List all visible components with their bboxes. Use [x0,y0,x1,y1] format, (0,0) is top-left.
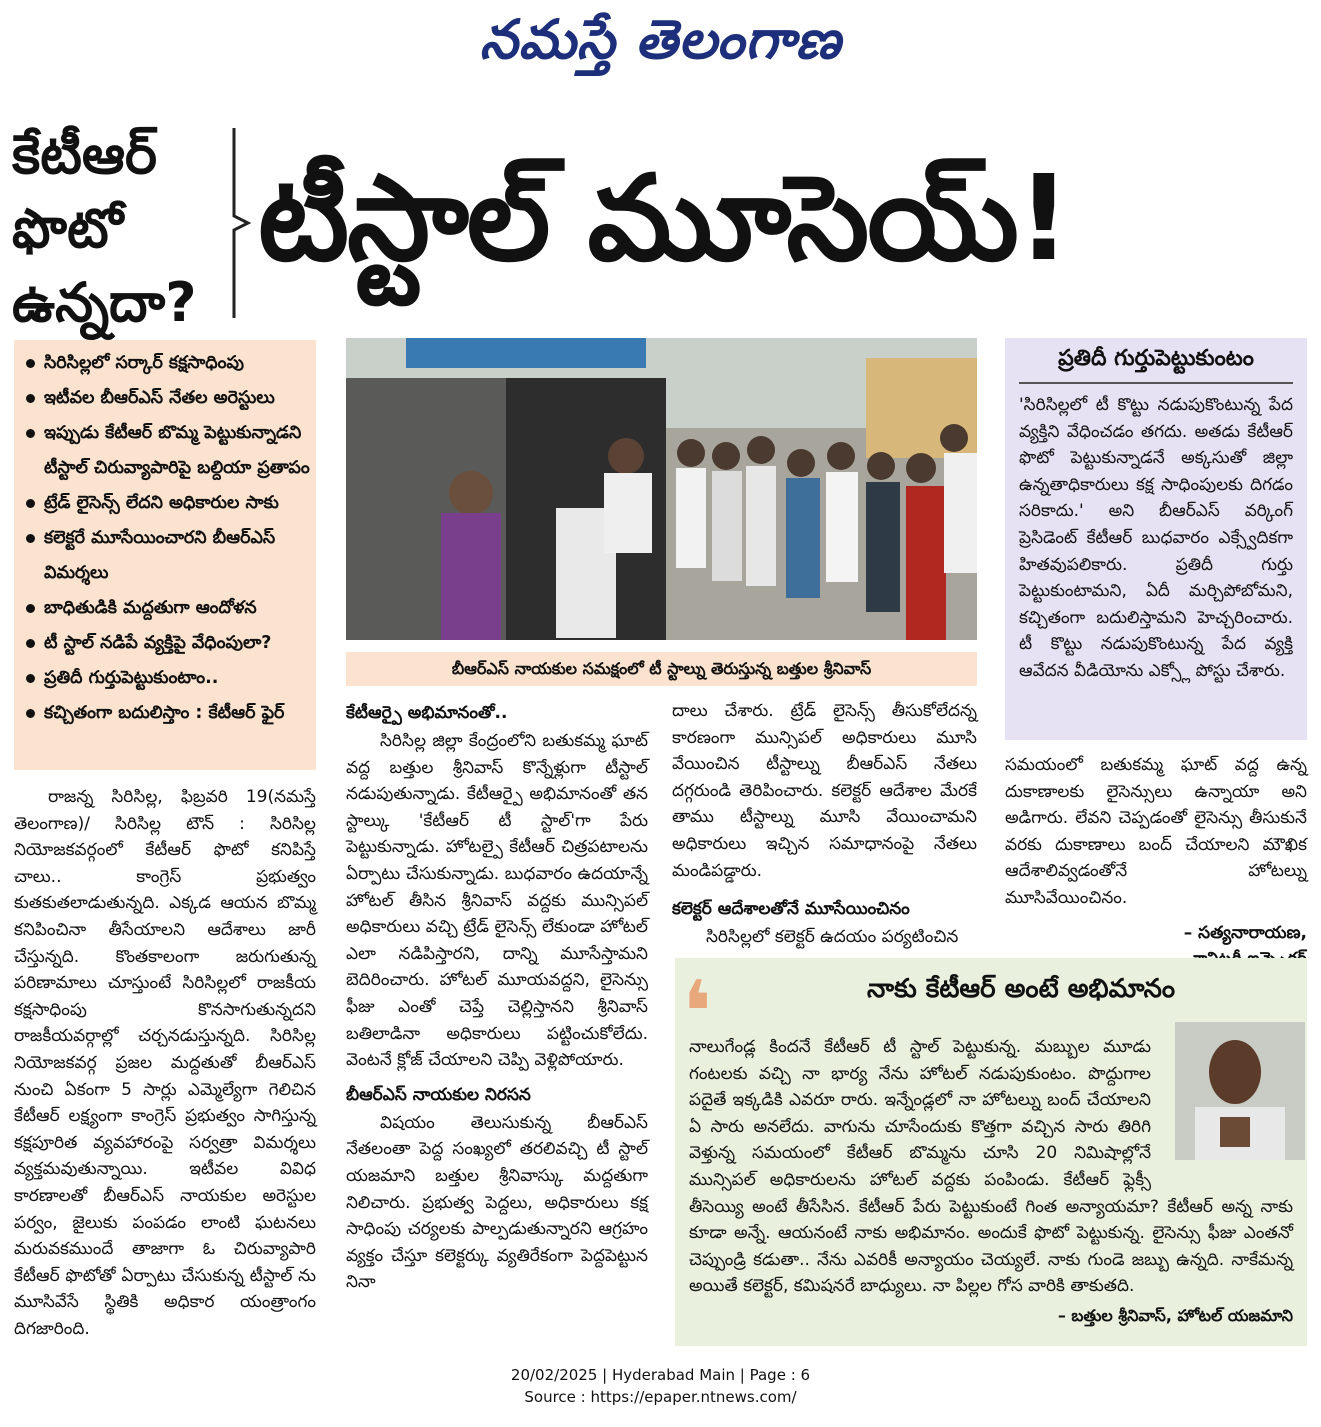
footer-date-edition: 20/02/2025 | Hyderabad Main | Page : 6 [510,1366,811,1384]
subheading: బీఆర్ఎస్ నాయకుల నిరసన [346,1084,531,1105]
portrait-photo [1175,1022,1305,1160]
kicker [12,118,227,340]
subheading: కేటీఆర్పై అభిమానంతో.. [346,703,508,723]
article-paragraph: సిరిసిల్ల జిల్లా కేంద్రంలోని బతుకమ్మ ఘాట్ వద్ద బత్తుల శ్రీనివాస్ కొన్నేళ్లుగా టీస్టాల్ నడుపుతున్నాడు. కేటీఆర్పై అభిమానంతో తన స్టాల్కు 'కేటీఆర్ టీ స్టాల్'గా పేరు పెట్టుకున్నాడు. హోటల్పై కేటీఆర్ చిత్రపటాలను ఏర్పాటు చేసుకున్నాడు. బుధవారం ఉదయాన్నే హోటల్ తీసిన శ్రీనివాస్ వద్దకు మున్సిపల్ అధికారులు వచ్చి ట్రేడ్ లైసెన్స్ లేకుండా హోటల్ ఎలా నడిపిస్తారని, దాన్ని మూసేస్తామని బెదిరించారు. హోటల్ మూయవద్దని, లైసెన్సు ఫీజు ఎంతో చెప్తే చెల్లిస్తానని శ్రీనివాస్ బతిలాడినా అధికారులు పట్టించుకోలేదు. వెంటనే క్లోజ్ చేయాలని చెప్పి వెళ్లిపోయారు. [346,731,648,1071]
footer [0,1364,1321,1408]
bullet-item: ట్రేడ్ లైసెన్స్ లేదని అధికారుల సాకు [22,486,310,521]
article-column-3 [672,698,977,951]
portrait-illustration [1175,1022,1305,1160]
sidebar-body: 'సిరిసిల్లలో టీ కొట్టు నడుపుకొంటున్న పేద వ్యక్తిని వేధించడం తగదు. అతడు కేటీఆర్ ఫొటో పెట్టుకున్నాడనే అక్కసుతో జిల్లా ఉన్నతాధికారులు కక్ష సాధింపులకు దిగడం సరికాదు.' అని బీఆర్ఎస్ వర్కింగ్ ప్రెసిడెంట్ కేటీఆర్ బుధవారం ఎక్స్వేదికగా హితవుపలికారు. ప్రతిదీ గుర్తు పెట్టుకుంటామని, ఏదీ మర్చిపోబోమని, కచ్చితంగా బదులిస్తామని హెచ్చరించారు. టీ కొట్టు నడుపుకొంటున్న పేద వ్యక్తి ఆవేదన వీడియోను ఎక్స్లో పోస్టు చేశారు. [1019,395,1293,681]
bullet-item: ఇప్పుడు కేటీఆర్ బొమ్మ పెట్టుకున్నాడని టీస్టాల్ చిరువ్యాపారిపై బల్దియా ప్రతాపం [22,416,310,486]
headline: టీస్టాల్ మూసెయ్! [258,149,1069,287]
sidebar-title: ప్రతిదీ గుర్తుపెట్టుకుంటం [1019,346,1293,384]
article-paragraph: సమయంలో బతుకమ్మ ఘాట్ వద్ద ఉన్న దుకాణాలకు లైసెన్సులు ఉన్నాయా అని అడిగారు. లేవని చెప్పడంతో లైసెన్సు తీసుకునే వరకు దుకాణాలు బంద్ చేయాలని మౌఖిక ఆదేశాలివ్వడంతోనే హోటల్ను మూసివేయించినం. [1005,755,1307,908]
kicker-line: కేటీఆర్ [12,123,157,186]
news-photo [346,338,977,640]
footer-source: Source : https://epaper.ntnews.com/ [524,1388,797,1406]
article-paragraph: రాజన్న సిరిసిల్ల, ఫిబ్రవరి 19(నమస్తే తెలంగాణ)/ సిరిసిల్ల టౌన్ : సిరిసిల్ల నియోజకవర్గంలో కేటీఆర్ ఫొటో కనిపిస్తే చాలు.. కాంగ్రెస్ ప్రభుత్వం కుతకుతలాడుతున్నది. ఎక్కడ ఆయన బొమ్మ కనిపించినా తీసేయాలని ఆదేశాలు జారీ చేస్తున్నది. కొంతకాలంగా జరుగుతున్న పరిణామాలు చూస్తుంటే సిరిసిల్లలో రాజకీయ కక్షసాధింపు కొనసాగుతున్నదని రాజకీయవర్గాల్లో చర్చనడుస్తున్నది. సిరిసిల్ల నియోజకవర్గ ప్రజల మద్దతుతో బీఆర్ఎస్ నుంచి ఏకంగా 5 సార్లు ఎమ్మెల్యేగా గెలిచిన కేటీఆర్ లక్ష్యంగా కాంగ్రెస్ ప్రభుత్వం సాగిస్తున్న కక్షపూరిత వ్యవహారంపై సర్వత్రా విమర్శలు వ్యక్తమవుతున్నాయి. ఇటీవల వివిధ కారణాలతో బీఆర్ఎస్ నాయకుల అరెస్టుల పర్వం, జైలుకు పంపడం లాంటి ఘటనలు మరువకముందే తాజాగా ఓ చిరువ్యాపారి కేటీఆర్ ఫొటోతో ఏర్పాటు చేసుకున్న టీస్టాల్ ను మూసివేసే స్థితికి అధికార యంత్రాంగం దిగజారింది. [14,787,316,1339]
bullet-item: కలెక్టరే మూసేయించారని బీఆర్ఎస్ విమర్శలు [22,521,310,591]
bullet-item: కచ్చితంగా బదులిస్తాం : కేటీఆర్ ఫైర్ [22,696,310,731]
article-paragraph: విషయం తెలుసుకున్న బీఆర్ఎస్ నేతలంతా పెద్ద సంఖ్యలో తరలివచ్చి టీ స్టాల్ యజమాని బత్తుల శ్రీనివాస్కు మద్దతుగా నిలిచారు. ప్రభుత్వ పెద్దలు, అధికారులు కక్ష సాధింపు చర్యలకు పాల్పడుతున్నారని ఆగ్రహం వ్యక్తం చేస్తూ కలెక్టర్కు వ్యతిరేకంగా పెద్దపెట్టున నినా [346,1112,648,1293]
quote-mark-icon: ❛ [682,963,712,1063]
bracket-divider [232,128,252,318]
bullet-item: సిరిసిల్లలో సర్కార్ కక్షసాధింపు [22,346,310,381]
sidebar-box-ktr-quote [1005,338,1307,740]
masthead-logo: నమస్తే తెలంగాణ [479,8,842,71]
signature-line: – బత్తుల శ్రీనివాస్, హోటల్ యజమాని [1057,1305,1293,1325]
article-paragraph: దాలు చేశారు. ట్రేడ్ లైసెన్స్ తీసుకోలేదన్న కారణంగా మున్సిపల్ అధికారులు మూసి వేయించిన టీస్టాల్ను బీఆర్ఎస్ నేతలు దగ్గరుండి తెరిపించారు. కలెక్టర్ ఆదేశాల మేరకే తాము టీస్టాల్ను మూసి వేయించామని అధికారులు ఇచ్చిన సమాధానంపై నేతలు మండిపడ్డారు. [672,701,977,881]
bullet-box [14,340,316,770]
sidebar-title: నాకు కేటీఆర్ అంటే అభిమానం [866,974,1176,1004]
subheading: కలెక్టర్ ఆదేశాలతోనే మూసేయించినం [672,899,910,920]
quote-text: నాలుగేండ్ల కిందనే కేటీఆర్ టీ స్టాల్ పెట్టుకున్న. మబ్బుల మూడు గంటలకు వచ్చి నా భార్య నేను హోటల్ నడుపుకుంటం. పొద్దుగాల పదైతే ఇక్కడికి ఎవరూ రారు. ఇన్నేండ్లలో నా హోటల్ను బంద్ చేయాలని ఏ సారు అనలేదు. వాగును చూసేందుకు కొత్తగా వచ్చిన సారు తిరిగి వెళ్తున్న సమయంలో కేటీఆర్ బొమ్మను చూసి 20 నిమిషాల్లోనే మున్సిపల్ అధికారులను హోటల్ వద్దకు పంపిండు. కేటీఆర్ ఫ్లెక్సీ తీసెయ్యి అంటే తీసేసిన. కేటీఆర్ పేరు పెట్టుకుంటే గింత అన్యాయమా? కేటీఆర్ అన్న నాకు కూడా అన్నే. ఆయనంటే నాకు అభిమానం. అందుకే ఫొటో పెట్టుకున్న. లైసెన్సు ఫీజు ఎంతనో చెప్పుండ్రి కడుతా.. నేను ఎవరికీ అన్యాయం చెయ్యలే. నాకు గుండె జబ్బు ఉన్నది. నాకేమన్న అయితే కలెక్టర్, కమిషనరే బాధ్యులు. నా పిల్లల గోస వారికి తాకుతది. [689,1037,1293,1297]
photo-illustration [346,338,977,640]
article-column-2 [346,698,648,1296]
article-paragraph: సిరిసిల్లలో కలెక్టర్ ఉదయం పర్యటించిన [706,927,959,948]
kicker-line: ఫొటో [12,197,124,260]
bullet-item: ఇటీవల బీఆర్ఎస్ నేతల అరెస్టులు [22,381,310,416]
bullet-item: బాధితుడికి మద్దతుగా ఆందోళన [22,591,310,626]
bullet-item: టీ స్టాల్ నడిపే వ్యక్తిపై వేధింపులా? [22,626,310,661]
kicker-line: ఉన్నదా? [12,271,197,334]
bullet-item: ప్రతిదీ గుర్తుపెట్టుకుంటాం.. [22,661,310,696]
signature-line: – సత్యనారాయణ, [1183,922,1307,943]
article-column-1 [14,784,316,1342]
article-column-4 [1005,752,1307,973]
photo-caption: బీఆర్ఎస్ నాయకుల సమక్షంలో టీ స్టాల్ను తెరుస్తున్న బత్తుల శ్రీనివాస్ [346,652,977,686]
